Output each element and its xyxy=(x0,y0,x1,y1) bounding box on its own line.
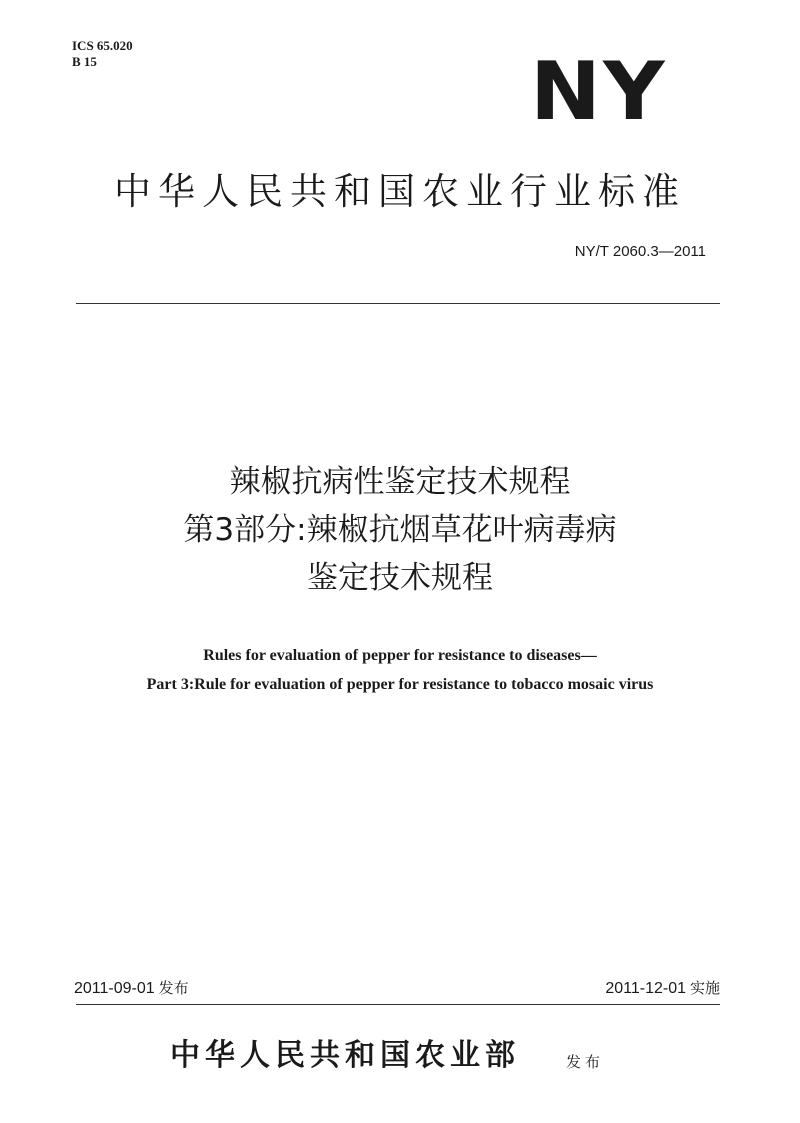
classification-codes xyxy=(72,38,133,70)
ccs-code: B 15 xyxy=(72,54,97,69)
issuer-suffix: 发布 xyxy=(566,1053,605,1071)
issue-date: 2011-09-01 xyxy=(74,980,155,997)
implement-label: 实施 xyxy=(689,979,720,997)
implement-date: 2011-12-01 xyxy=(605,980,686,997)
chinese-title-line-2: 第3部分:辣椒抗烟草花叶病毒病 xyxy=(183,512,617,548)
chinese-title-line-1: 辣椒抗病性鉴定技术规程 xyxy=(229,464,571,500)
standard-number: NY/T 2060.3—2011 xyxy=(574,243,706,260)
ny-logo: NY xyxy=(530,45,667,138)
top-divider xyxy=(76,303,720,304)
issue-date-block xyxy=(74,977,189,1000)
standard-category-title: 中华人民共和国农业行业标准 xyxy=(114,170,686,213)
implement-date-block xyxy=(605,977,720,1000)
english-title xyxy=(40,641,760,699)
issuer-name: 中华人民共和国农业部 xyxy=(170,1038,520,1073)
english-title-line-1: Rules for evaluation of pepper for resistance to diseases— xyxy=(203,647,597,664)
bottom-divider xyxy=(76,1004,720,1005)
chinese-title xyxy=(50,458,750,602)
english-title-line-2: Part 3:Rule for evaluation of pepper for resistance to tobacco mosaic virus xyxy=(146,676,654,693)
ics-code: ICS 65.020 xyxy=(72,38,133,53)
issue-label: 发布 xyxy=(158,979,189,997)
chinese-title-line-3: 鉴定技术规程 xyxy=(307,560,493,596)
